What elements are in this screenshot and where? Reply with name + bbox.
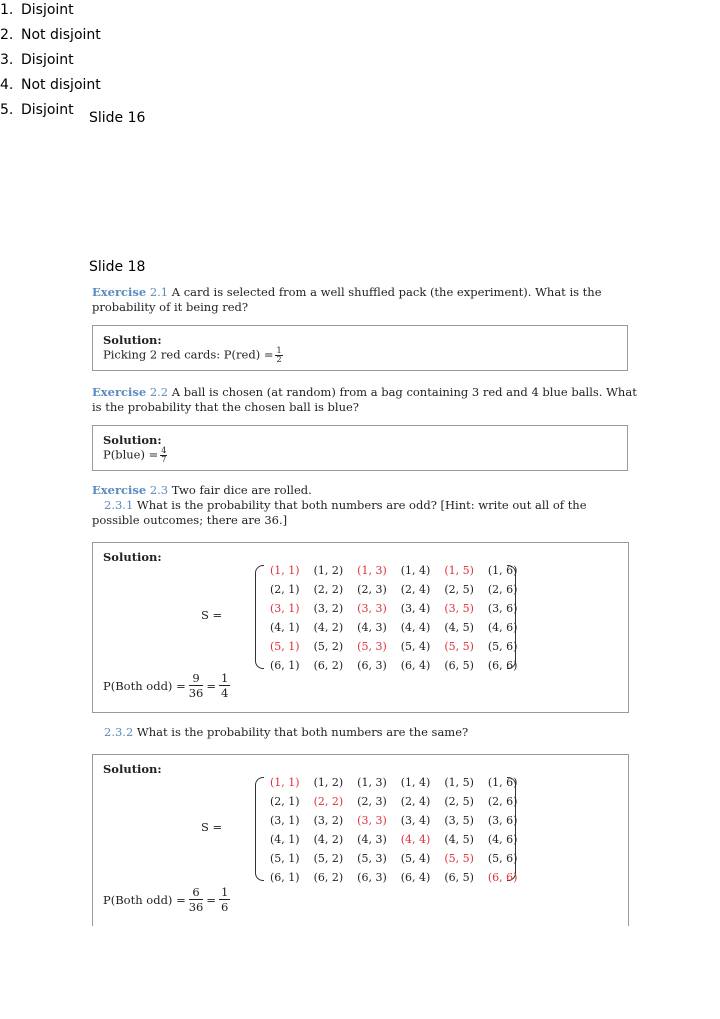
list-item: 5. Disjoint: [0, 102, 74, 118]
outcome-cell: (6, 3): [357, 659, 387, 672]
sample-space-label: S =: [201, 608, 223, 622]
outcome-cell: (5, 4): [400, 852, 431, 865]
outcome-cell: (4, 4): [400, 833, 431, 846]
outcome-cell: (1, 1): [270, 564, 300, 577]
outcome-cell: (6, 1): [270, 659, 300, 672]
outcome-cell: (3, 3): [357, 814, 387, 827]
outcome-cell: (4, 4): [400, 621, 431, 634]
solution-box-2-1: [92, 325, 628, 371]
outcome-cell: (5, 5): [444, 640, 474, 653]
outcome-cell: (6, 5): [444, 871, 474, 884]
list-item: 2. Not disjoint: [0, 27, 101, 43]
outcome-cell: (6, 5): [444, 659, 474, 672]
list-item: 4. Not disjoint: [0, 77, 101, 93]
outcome-cell: (4, 1): [270, 833, 300, 846]
list-item: 1. Disjoint: [0, 2, 74, 18]
outcome-cell: (2, 4): [400, 795, 431, 808]
solution-title: Solution:: [103, 333, 162, 347]
outcome-cell: (2, 2): [313, 795, 344, 808]
outcome-cell: (3, 1): [270, 602, 300, 615]
sample-space-label: S =: [201, 820, 223, 834]
outcome-cell: (2, 1): [270, 583, 300, 596]
outcome-cell: (5, 4): [400, 640, 431, 653]
outcome-cell: (5, 2): [313, 640, 344, 653]
outcome-cell: (4, 3): [357, 621, 387, 634]
outcome-cell: (1, 3): [357, 776, 387, 789]
solution-text: P(blue) = $\frac{4}{7}$: [103, 446, 167, 464]
outcome-cell: (1, 5): [444, 564, 474, 577]
outcome-cell: (5, 3): [357, 640, 387, 653]
list-item: 3. Disjoint: [0, 52, 74, 68]
outcome-cell: (3, 6): [487, 814, 518, 827]
outcome-cell: (3, 6): [487, 602, 518, 615]
outcome-cell: (2, 6): [487, 795, 518, 808]
outcome-cell: (1, 2): [313, 776, 344, 789]
probability-result: P(Both odd) = $\frac{6}{36}$ = $\frac{1}{6}$: [103, 885, 229, 914]
outcome-cell: (6, 1): [270, 871, 300, 884]
outcome-cell: (6, 4): [400, 659, 431, 672]
outcome-cell: (1, 5): [444, 776, 474, 789]
outcome-cell: (2, 1): [270, 795, 300, 808]
outcome-cell: (1, 3): [357, 564, 387, 577]
outcome-cell: (4, 2): [313, 621, 344, 634]
slide-16-answer-list: [0, 0, 720, 125]
outcome-cell: (2, 5): [444, 795, 474, 808]
question-2-3-2: 2.3.2 What is the probability that both numbers are the same?: [104, 725, 469, 739]
solution-title: Solution:: [103, 762, 162, 776]
outcome-cell: (1, 6): [487, 776, 518, 789]
outcome-cell: (4, 5): [444, 833, 474, 846]
exercise-2-3: Exercise 2.3 Two fair dice are rolled. 2.3.1 What is the probability that both numbers are odd? [Hint: write out all of the possible outcomes; there are 36.]: [92, 483, 587, 527]
outcome-cell: (5, 6): [487, 852, 518, 865]
outcome-cell: (1, 4): [400, 776, 431, 789]
outcome-cell: (3, 2): [313, 602, 344, 615]
outcome-cell: (2, 3): [357, 795, 387, 808]
exercise-2-2: Exercise 2.2 A ball is chosen (at random) from a bag containing 3 red and 4 blue balls. What is the probability that the chosen ball is blue?: [92, 385, 637, 414]
outcome-cell: (5, 1): [270, 640, 300, 653]
outcome-cell: (6, 6): [487, 659, 518, 672]
outcome-cell: (5, 5): [444, 852, 474, 865]
outcome-cell: (4, 6): [487, 833, 518, 846]
outcome-cell: (2, 5): [444, 583, 474, 596]
probability-result: P(Both odd) = $\frac{9}{36}$ = $\frac{1}{4}$: [103, 671, 229, 700]
solution-title: Solution:: [103, 550, 162, 564]
outcome-cell: (5, 3): [357, 852, 387, 865]
outcome-cell: (4, 5): [444, 621, 474, 634]
slide-18-label: Slide 18: [89, 259, 146, 275]
outcome-cell: (4, 2): [313, 833, 344, 846]
outcome-cell: (2, 2): [313, 583, 344, 596]
outcome-cell: (2, 3): [357, 583, 387, 596]
outcome-cell: (6, 2): [313, 871, 344, 884]
outcome-cell: (1, 2): [313, 564, 344, 577]
solution-title: Solution:: [103, 433, 162, 447]
outcome-cell: (4, 1): [270, 621, 300, 634]
outcome-cell: (3, 2): [313, 814, 344, 827]
outcome-cell: (5, 6): [487, 640, 518, 653]
outcome-cell: (5, 2): [313, 852, 344, 865]
outcome-cell: (6, 3): [357, 871, 387, 884]
outcome-cell: (2, 4): [400, 583, 431, 596]
outcome-cell: (5, 1): [270, 852, 300, 865]
exercise-2-1: Exercise 2.1 A card is selected from a well shuffled pack (the experiment). What is the probability of it being red?: [92, 285, 602, 314]
slide-16-label: Slide 16: [89, 110, 146, 126]
solution-box-2-2: [92, 425, 628, 471]
outcome-cell: (3, 5): [444, 814, 474, 827]
outcome-cell: (3, 5): [444, 602, 474, 615]
outcome-cell: (1, 1): [270, 776, 300, 789]
outcome-cell: (1, 4): [400, 564, 431, 577]
outcome-cell: (3, 1): [270, 814, 300, 827]
outcome-matrix: [263, 773, 524, 887]
outcome-cell: (2, 6): [487, 583, 518, 596]
outcome-cell: (6, 6): [487, 871, 518, 884]
outcome-cell: (3, 4): [400, 814, 431, 827]
outcome-cell: (3, 3): [357, 602, 387, 615]
solution-text: Picking 2 red cards: P(red) = $\frac{1}{2}$: [103, 346, 282, 364]
outcome-cell: (6, 4): [400, 871, 431, 884]
outcome-cell: (6, 2): [313, 659, 344, 672]
solution-box-2-3-2: [92, 754, 629, 926]
outcome-cell: (1, 6): [487, 564, 518, 577]
outcome-cell: (3, 4): [400, 602, 431, 615]
solution-box-2-3-1: [92, 542, 629, 713]
outcome-matrix: [263, 561, 524, 675]
outcome-cell: (4, 6): [487, 621, 518, 634]
outcome-cell: (4, 3): [357, 833, 387, 846]
